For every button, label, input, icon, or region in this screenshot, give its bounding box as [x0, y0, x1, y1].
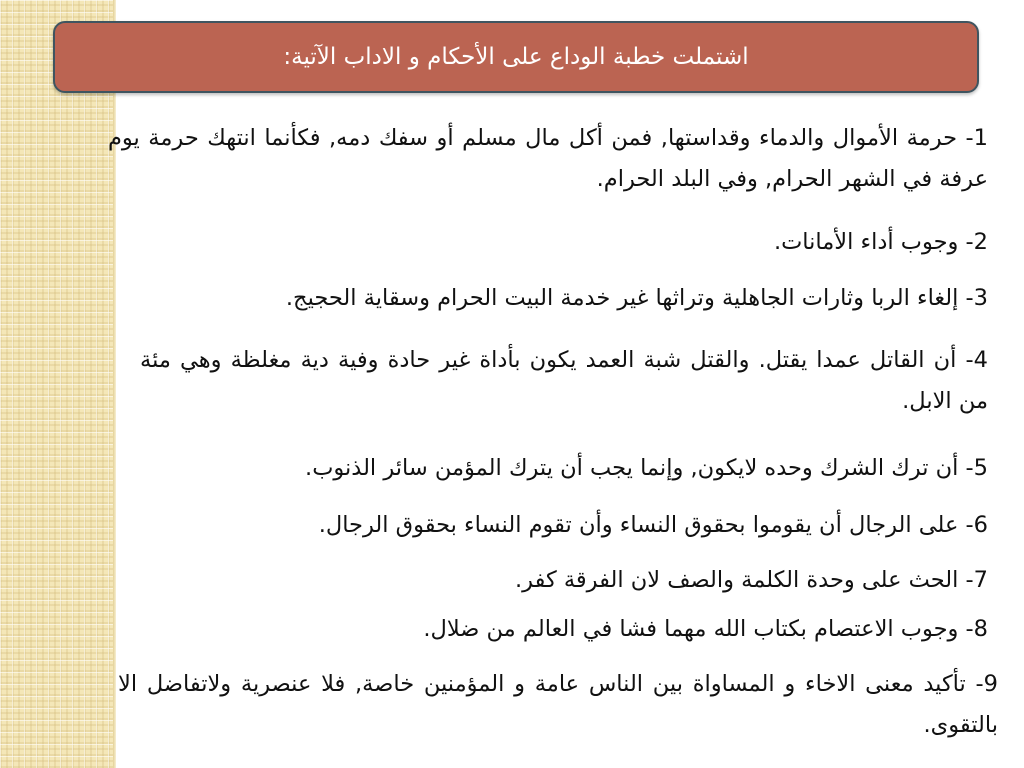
list-item-2 — [108, 222, 988, 263]
item-text: على الرجال أن يقوموا بحقوق النساء وأن تقوم النساء بحقوق الرجال. — [318, 512, 966, 538]
list-item-3 — [108, 278, 988, 319]
item-number: 8- — [965, 616, 988, 642]
item-number: 9- — [975, 671, 998, 697]
item-text: الحث على وحدة الكلمة والصف لان الفرقة كفر. — [515, 567, 966, 593]
item-number: 4- — [965, 347, 988, 373]
list-item-5 — [108, 448, 988, 489]
list-item-4 — [140, 340, 988, 422]
slide-title: اشتملت خطبة الوداع على الأحكام و الاداب الآتية: — [283, 44, 749, 70]
item-text: أن القاتل عمدا يقتل. والقتل شبة العمد يكون بأداة غير حادة وفية دية مغلظة وهي مئة من الابل. — [140, 347, 988, 414]
item-text: وجوب أداء الأمانات. — [773, 229, 966, 255]
item-number: 3- — [965, 285, 988, 311]
item-number: 2- — [965, 229, 988, 255]
list-item-6 — [108, 505, 988, 546]
list-item-8 — [108, 609, 988, 650]
list-item-1 — [108, 118, 988, 200]
item-number: 1- — [965, 125, 988, 151]
list-item-9 — [118, 664, 998, 746]
item-text: حرمة الأموال والدماء وقداستها, فمن أكل مال مسلم أو سفك دمه, فكأنما انتهك حرمة يوم عرفة في الشهر الحرام, وفي البلد الحرام. — [108, 125, 988, 192]
item-number: 5- — [965, 455, 988, 481]
item-text: وجوب الاعتصام بكتاب الله مهما فشا في العالم من ضلال. — [423, 616, 966, 642]
item-text: إلغاء الربا وثارات الجاهلية وتراثها غير خدمة البيت الحرام وسقاية الحجيج. — [285, 285, 966, 311]
item-number: 7- — [965, 567, 988, 593]
item-number: 6- — [965, 512, 988, 538]
item-text: أن ترك الشرك وحده لايكون, وإنما يجب أن يترك المؤمن سائر الذنوب. — [305, 455, 966, 481]
item-text: تأكيد معنى الاخاء و المساواة بين الناس عامة و المؤمنين خاصة, فلا عنصرية ولاتفاضل الا بالتقوى. — [118, 671, 998, 738]
list-item-7 — [108, 560, 988, 601]
